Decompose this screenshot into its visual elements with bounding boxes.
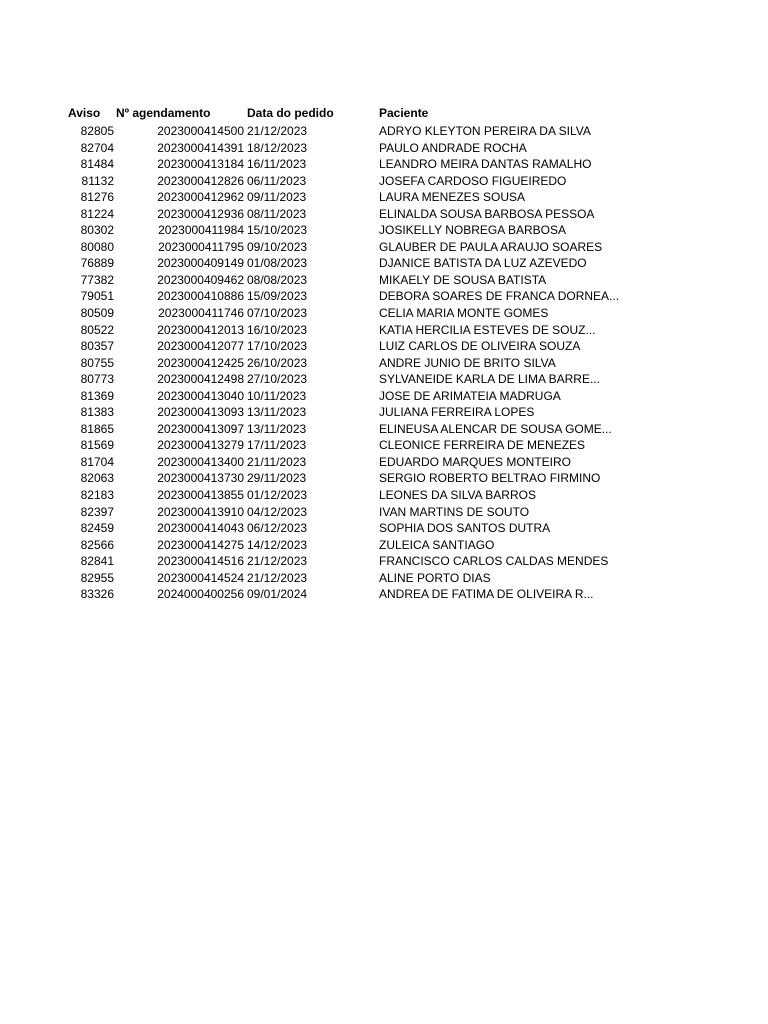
cell-agendamento: 2023000413730 bbox=[157, 471, 244, 486]
cell-data-pedido: 18/12/2023 bbox=[247, 140, 308, 155]
table-row bbox=[0, 322, 768, 339]
cell-aviso: 81383 bbox=[80, 405, 114, 420]
cell-agendamento: 2023000412826 bbox=[157, 173, 244, 188]
cell-agendamento: 2023000411984 bbox=[158, 223, 244, 238]
cell-agendamento: 2023000413400 bbox=[157, 454, 244, 469]
cell-paciente: FRANCISCO CARLOS CALDAS MENDES bbox=[379, 554, 609, 569]
cell-data-pedido: 17/10/2023 bbox=[247, 339, 308, 354]
patient-table bbox=[0, 105, 768, 603]
table-row bbox=[0, 421, 768, 438]
cell-paciente: JOSEFA CARDOSO FIGUEIREDO bbox=[379, 173, 567, 188]
cell-aviso: 81369 bbox=[80, 388, 114, 403]
cell-paciente: MIKAELY DE SOUSA BATISTA bbox=[379, 272, 547, 287]
cell-data-pedido: 21/11/2023 bbox=[247, 454, 307, 469]
cell-data-pedido: 06/11/2023 bbox=[247, 173, 307, 188]
cell-agendamento: 2023000414391 bbox=[157, 140, 244, 155]
cell-aviso: 80509 bbox=[80, 306, 114, 321]
cell-data-pedido: 09/01/2024 bbox=[247, 587, 308, 602]
cell-data-pedido: 08/08/2023 bbox=[247, 272, 308, 287]
cell-data-pedido: 16/11/2023 bbox=[247, 157, 307, 172]
cell-paciente: LEANDRO MEIRA DANTAS RAMALHO bbox=[379, 157, 592, 172]
cell-agendamento: 2023000412425 bbox=[157, 355, 244, 370]
column-header-paciente: Paciente bbox=[379, 106, 429, 120]
cell-aviso: 82704 bbox=[80, 140, 114, 155]
cell-aviso: 80357 bbox=[80, 339, 114, 354]
cell-agendamento: 2023000411795 bbox=[158, 239, 244, 254]
table-row bbox=[0, 470, 768, 487]
cell-data-pedido: 27/10/2023 bbox=[247, 372, 308, 387]
table-row bbox=[0, 520, 768, 537]
cell-paciente: ANDRE JUNIO DE BRITO SILVA bbox=[379, 355, 556, 370]
cell-paciente: ANDREA DE FATIMA DE OLIVEIRA R... bbox=[379, 587, 594, 602]
table-row bbox=[0, 388, 768, 405]
table-row bbox=[0, 206, 768, 223]
cell-data-pedido: 17/11/2023 bbox=[247, 438, 307, 453]
cell-paciente: ZULEICA SANTIAGO bbox=[379, 537, 495, 552]
cell-agendamento: 2023000412962 bbox=[157, 190, 244, 205]
cell-aviso: 81276 bbox=[80, 190, 114, 205]
cell-paciente: SYLVANEIDE KARLA DE LIMA BARRE... bbox=[379, 372, 600, 387]
cell-agendamento: 2023000413855 bbox=[157, 488, 244, 503]
cell-agendamento: 2023000414500 bbox=[157, 124, 244, 138]
cell-data-pedido: 21/12/2023 bbox=[247, 124, 308, 138]
column-header-agendamento: Nº agendamento bbox=[116, 106, 211, 120]
table-row bbox=[0, 338, 768, 355]
cell-aviso: 76889 bbox=[80, 256, 114, 271]
cell-agendamento: 2023000413910 bbox=[157, 504, 244, 519]
table-row bbox=[0, 537, 768, 554]
table-row bbox=[0, 487, 768, 504]
table-row bbox=[0, 272, 768, 289]
table-row bbox=[0, 239, 768, 256]
cell-paciente: ELINALDA SOUSA BARBOSA PESSOA bbox=[379, 206, 595, 221]
cell-data-pedido: 07/10/2023 bbox=[247, 306, 308, 321]
cell-agendamento: 2023000412013 bbox=[157, 322, 244, 337]
cell-aviso: 82183 bbox=[80, 488, 114, 503]
cell-paciente: LAURA MENEZES SOUSA bbox=[379, 190, 526, 205]
cell-aviso: 82841 bbox=[80, 554, 114, 569]
table-row bbox=[0, 173, 768, 190]
cell-aviso: 82063 bbox=[80, 471, 114, 486]
cell-aviso: 81224 bbox=[80, 206, 114, 221]
table-row bbox=[0, 504, 768, 521]
cell-agendamento: 2023000409462 bbox=[157, 272, 244, 287]
table-row bbox=[0, 189, 768, 206]
cell-paciente: IVAN MARTINS DE SOUTO bbox=[379, 504, 530, 519]
cell-data-pedido: 09/11/2023 bbox=[247, 190, 307, 205]
cell-data-pedido: 15/10/2023 bbox=[247, 223, 308, 238]
cell-aviso: 77382 bbox=[80, 272, 114, 287]
cell-paciente: JOSE DE ARIMATEIA MADRUGA bbox=[379, 388, 561, 403]
cell-data-pedido: 21/12/2023 bbox=[247, 570, 308, 585]
table-body bbox=[0, 123, 768, 603]
cell-agendamento: 2023000411746 bbox=[158, 306, 244, 321]
cell-agendamento: 2023000414275 bbox=[157, 537, 244, 552]
cell-aviso: 79051 bbox=[80, 289, 114, 304]
cell-paciente: CELIA MARIA MONTE GOMES bbox=[379, 306, 549, 321]
cell-agendamento: 2023000412936 bbox=[157, 206, 244, 221]
cell-aviso: 81704 bbox=[80, 454, 114, 469]
cell-aviso: 80773 bbox=[80, 372, 114, 387]
cell-data-pedido: 15/09/2023 bbox=[247, 289, 308, 304]
cell-paciente: ALINE PORTO DIAS bbox=[379, 570, 491, 585]
cell-data-pedido: 21/12/2023 bbox=[247, 554, 308, 569]
cell-aviso: 82397 bbox=[80, 504, 114, 519]
table-row bbox=[0, 570, 768, 587]
cell-aviso: 80522 bbox=[80, 322, 114, 337]
cell-agendamento: 2023000413279 bbox=[157, 438, 244, 453]
cell-data-pedido: 09/10/2023 bbox=[247, 239, 308, 254]
cell-agendamento: 2023000414524 bbox=[157, 570, 244, 585]
cell-data-pedido: 13/11/2023 bbox=[247, 421, 307, 436]
cell-agendamento: 2023000412498 bbox=[157, 372, 244, 387]
cell-aviso: 82955 bbox=[80, 570, 114, 585]
cell-data-pedido: 29/11/2023 bbox=[247, 471, 307, 486]
table-row bbox=[0, 305, 768, 322]
cell-data-pedido: 06/12/2023 bbox=[247, 521, 308, 536]
table-row bbox=[0, 454, 768, 471]
cell-data-pedido: 04/12/2023 bbox=[247, 504, 308, 519]
cell-agendamento: 2023000413093 bbox=[157, 405, 244, 420]
cell-paciente: CLEONICE FERREIRA DE MENEZES bbox=[379, 438, 586, 453]
cell-paciente: JULIANA FERREIRA LOPES bbox=[379, 405, 535, 420]
table-row bbox=[0, 404, 768, 421]
table-row bbox=[0, 222, 768, 239]
cell-data-pedido: 08/11/2023 bbox=[247, 206, 307, 221]
table-row bbox=[0, 437, 768, 454]
cell-data-pedido: 01/08/2023 bbox=[247, 256, 308, 271]
table-row bbox=[0, 355, 768, 372]
cell-data-pedido: 16/10/2023 bbox=[247, 322, 308, 337]
cell-paciente: LEONES DA SILVA BARROS bbox=[379, 488, 536, 503]
column-header-data-pedido: Data do pedido bbox=[247, 106, 334, 120]
table-row bbox=[0, 156, 768, 173]
cell-data-pedido: 10/11/2023 bbox=[247, 388, 307, 403]
cell-paciente: EDUARDO MARQUES MONTEIRO bbox=[379, 454, 572, 469]
cell-paciente: DEBORA SOARES DE FRANCA DORNEA... bbox=[379, 289, 620, 304]
cell-agendamento: 2023000413184 bbox=[157, 157, 244, 172]
cell-data-pedido: 01/12/2023 bbox=[247, 488, 308, 503]
cell-aviso: 82459 bbox=[80, 521, 114, 536]
cell-paciente: KATIA HERCILIA ESTEVES DE SOUZ... bbox=[379, 322, 596, 337]
cell-agendamento: 2024000400256 bbox=[157, 587, 244, 602]
cell-aviso: 81132 bbox=[81, 173, 114, 188]
table-row bbox=[0, 553, 768, 570]
cell-agendamento: 2023000412077 bbox=[157, 339, 244, 354]
cell-data-pedido: 13/11/2023 bbox=[247, 405, 307, 420]
cell-aviso: 82805 bbox=[80, 124, 114, 138]
cell-aviso: 81865 bbox=[80, 421, 114, 436]
cell-paciente: JOSIKELLY NOBREGA BARBOSA bbox=[379, 223, 566, 238]
table-row bbox=[0, 288, 768, 305]
table-row bbox=[0, 255, 768, 272]
cell-paciente: LUIZ CARLOS DE OLIVEIRA SOUZA bbox=[379, 339, 581, 354]
cell-paciente: ADRYO KLEYTON PEREIRA DA SILVA bbox=[379, 124, 591, 138]
cell-agendamento: 2023000413097 bbox=[157, 421, 244, 436]
cell-agendamento: 2023000413040 bbox=[157, 388, 244, 403]
table-row bbox=[0, 586, 768, 603]
cell-agendamento: 2023000414516 bbox=[157, 554, 244, 569]
cell-aviso: 81569 bbox=[80, 438, 114, 453]
cell-paciente: SOPHIA DOS SANTOS DUTRA bbox=[379, 521, 551, 536]
table-row bbox=[0, 371, 768, 388]
cell-aviso: 80080 bbox=[80, 239, 114, 254]
cell-data-pedido: 14/12/2023 bbox=[247, 537, 308, 552]
table-header bbox=[0, 105, 768, 123]
cell-agendamento: 2023000414043 bbox=[157, 521, 244, 536]
cell-aviso: 82566 bbox=[80, 537, 114, 552]
cell-aviso: 80302 bbox=[80, 223, 114, 238]
cell-aviso: 83326 bbox=[80, 587, 114, 602]
cell-aviso: 80755 bbox=[80, 355, 114, 370]
cell-data-pedido: 26/10/2023 bbox=[247, 355, 308, 370]
cell-paciente: GLAUBER DE PAULA ARAUJO SOARES bbox=[379, 239, 603, 254]
table-row bbox=[0, 140, 768, 157]
cell-paciente: SERGIO ROBERTO BELTRAO FIRMINO bbox=[379, 471, 601, 486]
table-row bbox=[0, 123, 768, 140]
cell-agendamento: 2023000409149 bbox=[157, 256, 244, 271]
cell-paciente: ELINEUSA ALENCAR DE SOUSA GOME... bbox=[379, 421, 612, 436]
cell-paciente: PAULO ANDRADE ROCHA bbox=[379, 140, 527, 155]
column-header-aviso: Aviso bbox=[68, 106, 101, 120]
cell-aviso: 81484 bbox=[80, 157, 114, 172]
cell-agendamento: 2023000410886 bbox=[157, 289, 244, 304]
cell-paciente: DJANICE BATISTA DA LUZ AZEVEDO bbox=[379, 256, 587, 271]
